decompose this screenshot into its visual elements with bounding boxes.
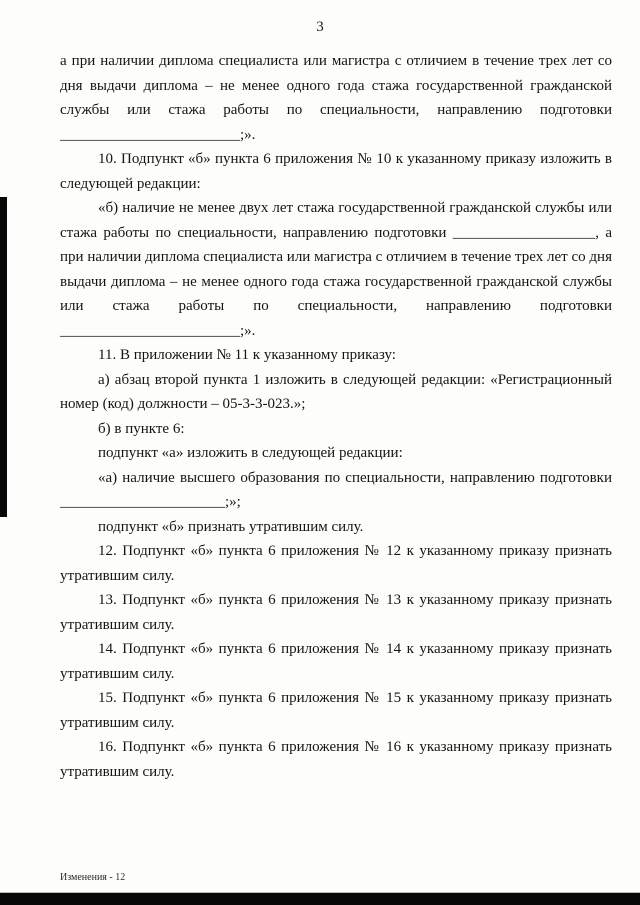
- page-number: 3: [316, 19, 324, 35]
- paragraph: «а) наличие высшего образования по специальности, направлению подготовки ______________________;»;: [60, 469, 612, 510]
- document-body: [60, 49, 612, 784]
- footer-note: Изменения - 12: [60, 872, 126, 883]
- paragraph: 12. Подпункт «б» пункта 6 приложения № 12 к указанному приказу признать утратившим силу.: [60, 543, 612, 584]
- paragraph: 13. Подпункт «б» пункта 6 приложения № 13 к указанному приказу признать утратившим силу.: [60, 592, 612, 633]
- paragraph: подпункт «а» изложить в следующей редакции:: [98, 445, 403, 461]
- paragraph: 11. В приложении № 11 к указанному приказу:: [98, 347, 396, 363]
- scan-artifact-bottom-bar: [0, 893, 640, 905]
- paragraph: а при наличии диплома специалиста или магистра с отличием в течение трех лет со дня выдачи диплома – не менее одного года стажа государственной гражданской службы или стажа работы по специальности, направлению подготовки ________________________;».: [60, 53, 612, 143]
- scan-artifact-left-bar: [0, 197, 7, 517]
- paragraph: 14. Подпункт «б» пункта 6 приложения № 14 к указанному приказу признать утратившим силу.: [60, 641, 612, 682]
- paragraph: 16. Подпункт «б» пункта 6 приложения № 16 к указанному приказу признать утратившим силу.: [60, 739, 612, 780]
- paragraph: 10. Подпункт «б» пункта 6 приложения № 10 к указанному приказу изложить в следующей редакции:: [60, 151, 612, 192]
- paragraph: «б) наличие не менее двух лет стажа государственной гражданской службы или стажа работы по специальности, направлению подготовки ___________________, а при наличии диплома специалиста или магистра с отличием в течение трех лет со дня выдачи диплома – не менее одного года стажа государственной гражданской службы или стажа работы по специальности, направлению подготовки ________________________;».: [60, 200, 612, 339]
- paragraph: подпункт «б» признать утратившим силу.: [98, 518, 364, 535]
- paragraph: 15. Подпункт «б» пункта 6 приложения № 15 к указанному приказу признать утратившим силу.: [60, 690, 612, 731]
- paragraph: а) абзац второй пункта 1 изложить в следующей редакции: «Регистрационный номер (код) должности – 05-3-3-023.»;: [60, 371, 612, 412]
- paragraph: б) в пункте 6:: [98, 420, 185, 437]
